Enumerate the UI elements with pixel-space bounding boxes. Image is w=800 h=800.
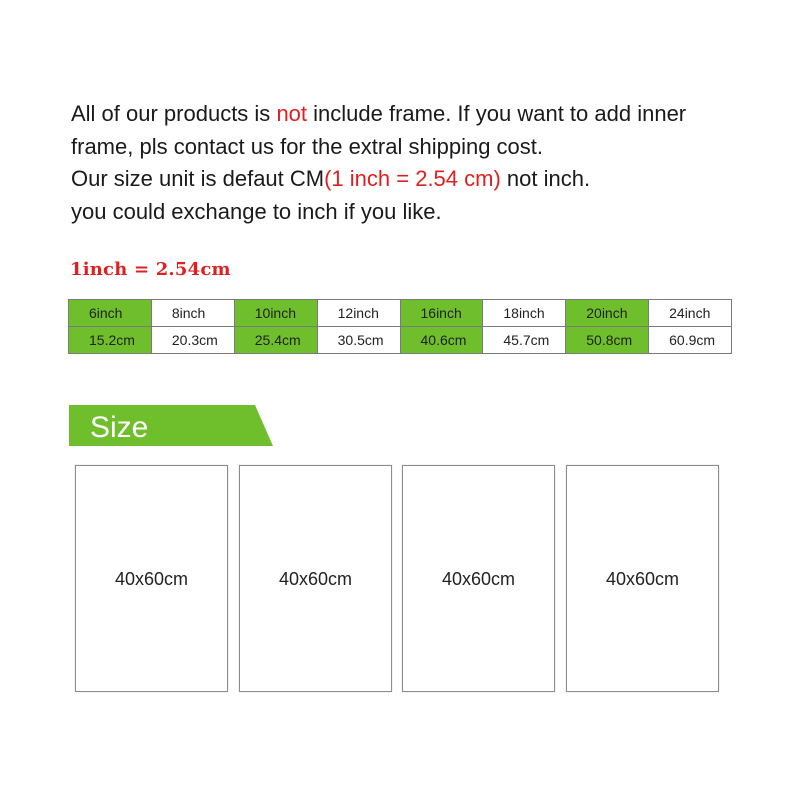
panel-size-label: 40x60cm <box>441 569 516 589</box>
inch-cell: 8inch <box>151 300 234 327</box>
conversion-heading: 1inch = 2.54cm <box>70 259 231 280</box>
notice-highlight-not: not <box>276 101 308 126</box>
inch-cell: 20inch <box>566 300 649 327</box>
notice-highlight-conversion: (1 inch = 2.54 cm) <box>324 166 501 191</box>
inch-cell: 6inch <box>69 300 152 327</box>
canvas-panel-3 <box>402 465 555 692</box>
inch-row <box>69 300 732 327</box>
canvas-panel-2 <box>239 465 392 692</box>
cm-row <box>69 327 732 354</box>
cm-cell: 15.2cm <box>69 327 152 354</box>
cm-cell: 50.8cm <box>566 327 649 354</box>
cm-cell: 20.3cm <box>151 327 234 354</box>
inch-cell: 10inch <box>234 300 317 327</box>
notice-line-4: you could exchange to inch if you like. <box>71 198 442 224</box>
cm-cell: 40.6cm <box>400 327 483 354</box>
panel-size-label: 40x60cm <box>114 569 189 589</box>
cm-cell: 30.5cm <box>317 327 400 354</box>
notice-line-3: Our size unit is defaut CM(1 inch = 2.54 cm) not inch. <box>71 166 591 191</box>
cm-cell: 45.7cm <box>483 327 566 354</box>
notice-line-2: frame, pls contact us for the extral shipping cost. <box>71 133 544 159</box>
product-notice <box>71 98 771 228</box>
panel-size-label: 40x60cm <box>605 569 680 589</box>
section-title: Size <box>90 411 149 444</box>
cm-cell: 60.9cm <box>649 327 732 354</box>
canvas-panel-1 <box>75 465 228 692</box>
panel-size-label: 40x60cm <box>278 569 353 589</box>
cm-cell: 25.4cm <box>234 327 317 354</box>
inch-cell: 16inch <box>400 300 483 327</box>
inch-cell: 18inch <box>483 300 566 327</box>
notice-line-1: All of our products is not include frame. If you want to add inner <box>71 101 687 126</box>
size-conversion-table <box>68 299 732 354</box>
inch-cell: 12inch <box>317 300 400 327</box>
inch-cell: 24inch <box>649 300 732 327</box>
canvas-panel-4 <box>566 465 719 692</box>
